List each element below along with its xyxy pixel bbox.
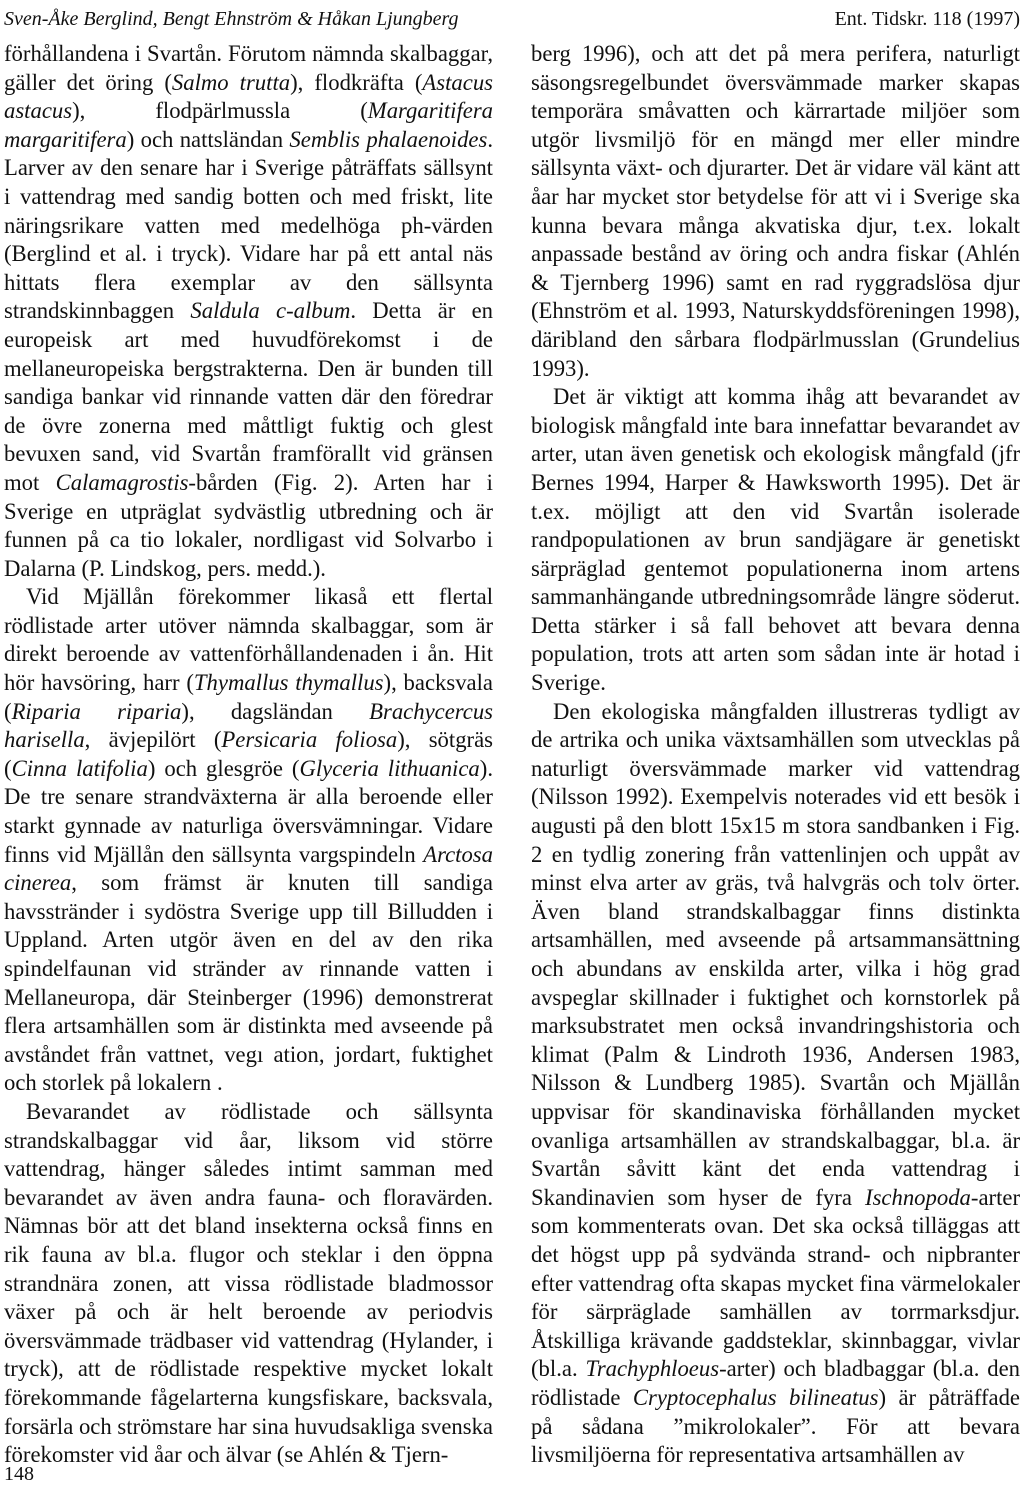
species-name: Astacus astacus xyxy=(4,69,493,124)
species-name: Cryptocephalus bilineatus xyxy=(632,1384,879,1410)
text-run: ), flodkräfta ( xyxy=(290,69,423,95)
header-journal: Ent. Tidskr. 118 (1997) xyxy=(834,8,1020,30)
species-name: Persicaria foliosa xyxy=(221,727,398,753)
species-name: Cinna latifolia xyxy=(11,755,148,781)
species-name: Glyceria lithuanica xyxy=(299,755,480,781)
text-run: . Larver av den senare har i Sverige påträffats sällsynt i vattendrag med sandig botten och med friskt, lite näringsrikare vatten med medelhöga ph-värden (Berglind et al. i tryck). Vidare har på ett antal näs hittats flera exemplar av den sällsynta strandskinnbaggen xyxy=(4,126,493,324)
paragraph xyxy=(531,698,1020,1470)
text-run: ) är påträffade på sådana ”mikrolokaler”. För att bevara livsmiljöerna för representativa artsamhällen av xyxy=(531,1384,1021,1468)
species-name: Margaritifera margaritifera xyxy=(4,98,493,152)
paragraph: berg 1996), och att det på mera perifera, naturligt säsongsregelbundet översvämmade marker skapas temporära småvatten och kärrartade miljöer som utgör livsmiljö för en mängd mer eller mindre sällsynta växt- och djurarter. Det är vidare väl känt att åar har mycket stor betydelse för att vi i Sverige ska kunna bevara många akvatiska djur, t.ex. lokalt anpassade bestånd av öring och andra fiskar (Ahlén & Tjernberg 1996) samt en rad ryggradslösa djur (Ehnström et al. 1993, Naturskyddsföreningen 1998), däribland den sårbara flodpärlmusslan (Grundelius 1993). xyxy=(531,41,1020,381)
species-name: Semblis phalaenoides xyxy=(289,126,488,152)
text-run: Vid Mjällån förekommer likaså ett flertal rödlistade arter utöver nämnda skalbaggar, som är direkt beroende av vattenförhållandenaden i ån. Hit hör havsöring, harr ( xyxy=(4,584,493,696)
text-run: ), backsvala ( xyxy=(4,670,494,724)
species-name: Riparia riparia xyxy=(11,698,182,724)
paragraph: Bevarandet av rödlistade och sällsynta strandskalbaggar vid åar, liksom vid större vattendrag, hänger således intimt samman med bevarandet av även andra fauna- och floravärden. Nämnas bör att det bland insekterna också finns en rik fauna av bl.a. flugor och steklar i den öppna strandnära zonen, att vissa rödlistade bladmossor växer på och är helt beroende av periodvis översvämmade trädbaser vid vattendrag (Hylander, i tryck), att de rödlistade respektive mycket lokalt förekommande fågelarterna kungsfiskare, backsvala, forsärla och strömstare har sina huvudsakliga svenska förekomster vid åar och älvar (se Ahlén & Tjern- xyxy=(4,1098,493,1468)
paragraph: Det är viktigt att komma ihåg att bevarandet av biologisk mångfald inte bara innefattar bevarandet av arter, utan även genetisk och ekologisk mångfald (jfr Bernes 1994, Harper & Hawksworth 1995). Det är t.ex. möjligt att den vid Svartån isolerade randpopulationen av brun sandjägare är genetiskt särpräglad gentemot populationerna inom artens sammanhängande utbredningsområde längre söderut. Detta stärker i så fall behovet att bevara denna population, trots att arten som sådan inte är hotad i Sverige. xyxy=(531,384,1020,696)
running-header xyxy=(4,4,1020,38)
text-run: ), dagsländan xyxy=(181,698,370,724)
text-run: ı ation, jordart, fuktighet och storlek på lokalern . xyxy=(4,1041,493,1096)
species-name: Ischnopoda xyxy=(865,1184,971,1210)
species-name: Trachyphloeus xyxy=(585,1356,720,1382)
page-number: 148 xyxy=(4,1463,34,1485)
paragraph xyxy=(4,40,493,583)
text-run: -arter som kommenterats ovan. Det ska också tilläggas att det högst upp på sydvända strand- och nipbranter efter vattendrag ofta skapas mycket fina värmelokaler för särpräglade samhällen av torrmarksdjur. Åtskilliga krävande gaddsteklar, skinnbaggar, vivlar (bl.a. xyxy=(531,1184,1020,1382)
text-run: ), sötgräs ( xyxy=(4,727,493,781)
text-run: förhållandena i Svartån. Förutom nämnda skalbaggar, gäller det öring ( xyxy=(4,41,493,95)
text-run: Den ekologiska mångfalden illustreras tydligt av de artrika och unika växtsamhällen som utvecklas på naturligt översvämmade marker vid vattendrag (Nilsson 1992). Exempelvis noterades vid ett besök i augusti på den blott 15x15 m stora sandbanken i Fig. 2 en tydlig zonering från vattenlinjen och uppåt av minst elva arter av gräs, två halvgräs och tolv örter. Även bland strandskalbaggar finns distinkta artsamhällen, med avseende på artsammansättning och abundans av enskilda arter, vilka i hög grad avspeglar skillnader i fuktighet och kornstorlek på marksubstratet men också invandringshistoria och klimat (Palm & Lindroth 1936, Andersen 1983, Nilsson & Lundberg 1985). Svartån och Mjällån uppvisar för skandinaviska förhållanden mycket ovanliga artsamhällen av strandskalbaggar, bl.a. är Svartån såvitt känt det enda vattendrag i Skandinavien som hyser de fyra xyxy=(531,698,1020,1210)
text-run: ). De tre senare strandväxterna är alla beroende eller starkt gynnade av naturliga översvämningar. Vidare finns vid Mjällån den sällsynta vargspindeln xyxy=(4,755,493,867)
text-run: ) och glesgröe ( xyxy=(147,755,300,781)
text-run: ), flodpärlmussla ( xyxy=(72,98,368,124)
species-name: Saldula c-album xyxy=(190,298,351,324)
species-name: Salmo trutta xyxy=(171,69,291,95)
species-name: Calamagrostis xyxy=(55,469,189,495)
species-name: Arctosa cinerea xyxy=(4,841,493,896)
left-column xyxy=(4,40,493,1470)
header-authors: Sven-Åke Berglind, Bengt Ehnström & Håkan Ljungberg xyxy=(4,8,459,30)
text-run: -arter) och bladbaggar (bl.a. den rödlistade xyxy=(531,1356,1020,1410)
text-run: -bården (Fig. 2). Arten har i Sverige en utpräglat sydvästlig utbredning och är funnen på ca tio lokaler, nordligast vid Solvarbo i Dalarna (P. Lindskog, pers. medd.). xyxy=(4,469,493,581)
text-run: . Detta är en europeisk art med huvudförekomst i de mellaneuropeiska bergstrakterna. Den är bunden till sandiga bankar vid rinnande vatten där den föredrar de övre zonerna med måttligt fuktig och glest bevuxen sand, vid Svartån framförallt vid gränsen mot xyxy=(4,298,494,495)
text-run: , ävjepilört ( xyxy=(84,727,222,753)
text-run: ) och nattsländan xyxy=(126,126,290,152)
right-column xyxy=(531,40,1020,1470)
species-name: Thymallus thymallus xyxy=(193,670,384,696)
paragraph xyxy=(4,583,493,1098)
species-name: Brachycercus harisella xyxy=(4,698,494,753)
text-run: , som främst är knuten till sandiga havsstränder i sydöstra Sverige upp till Billudden i Uppland. Arten utgör även en del av den rika spindelfaunan vid stränder av rinnande vatten i Mellaneuropa, där Steinberger (1996) demonstrerat flera artsamhällen som är distinkta med avseende på avståndet från vattnet, veg xyxy=(4,870,493,1067)
